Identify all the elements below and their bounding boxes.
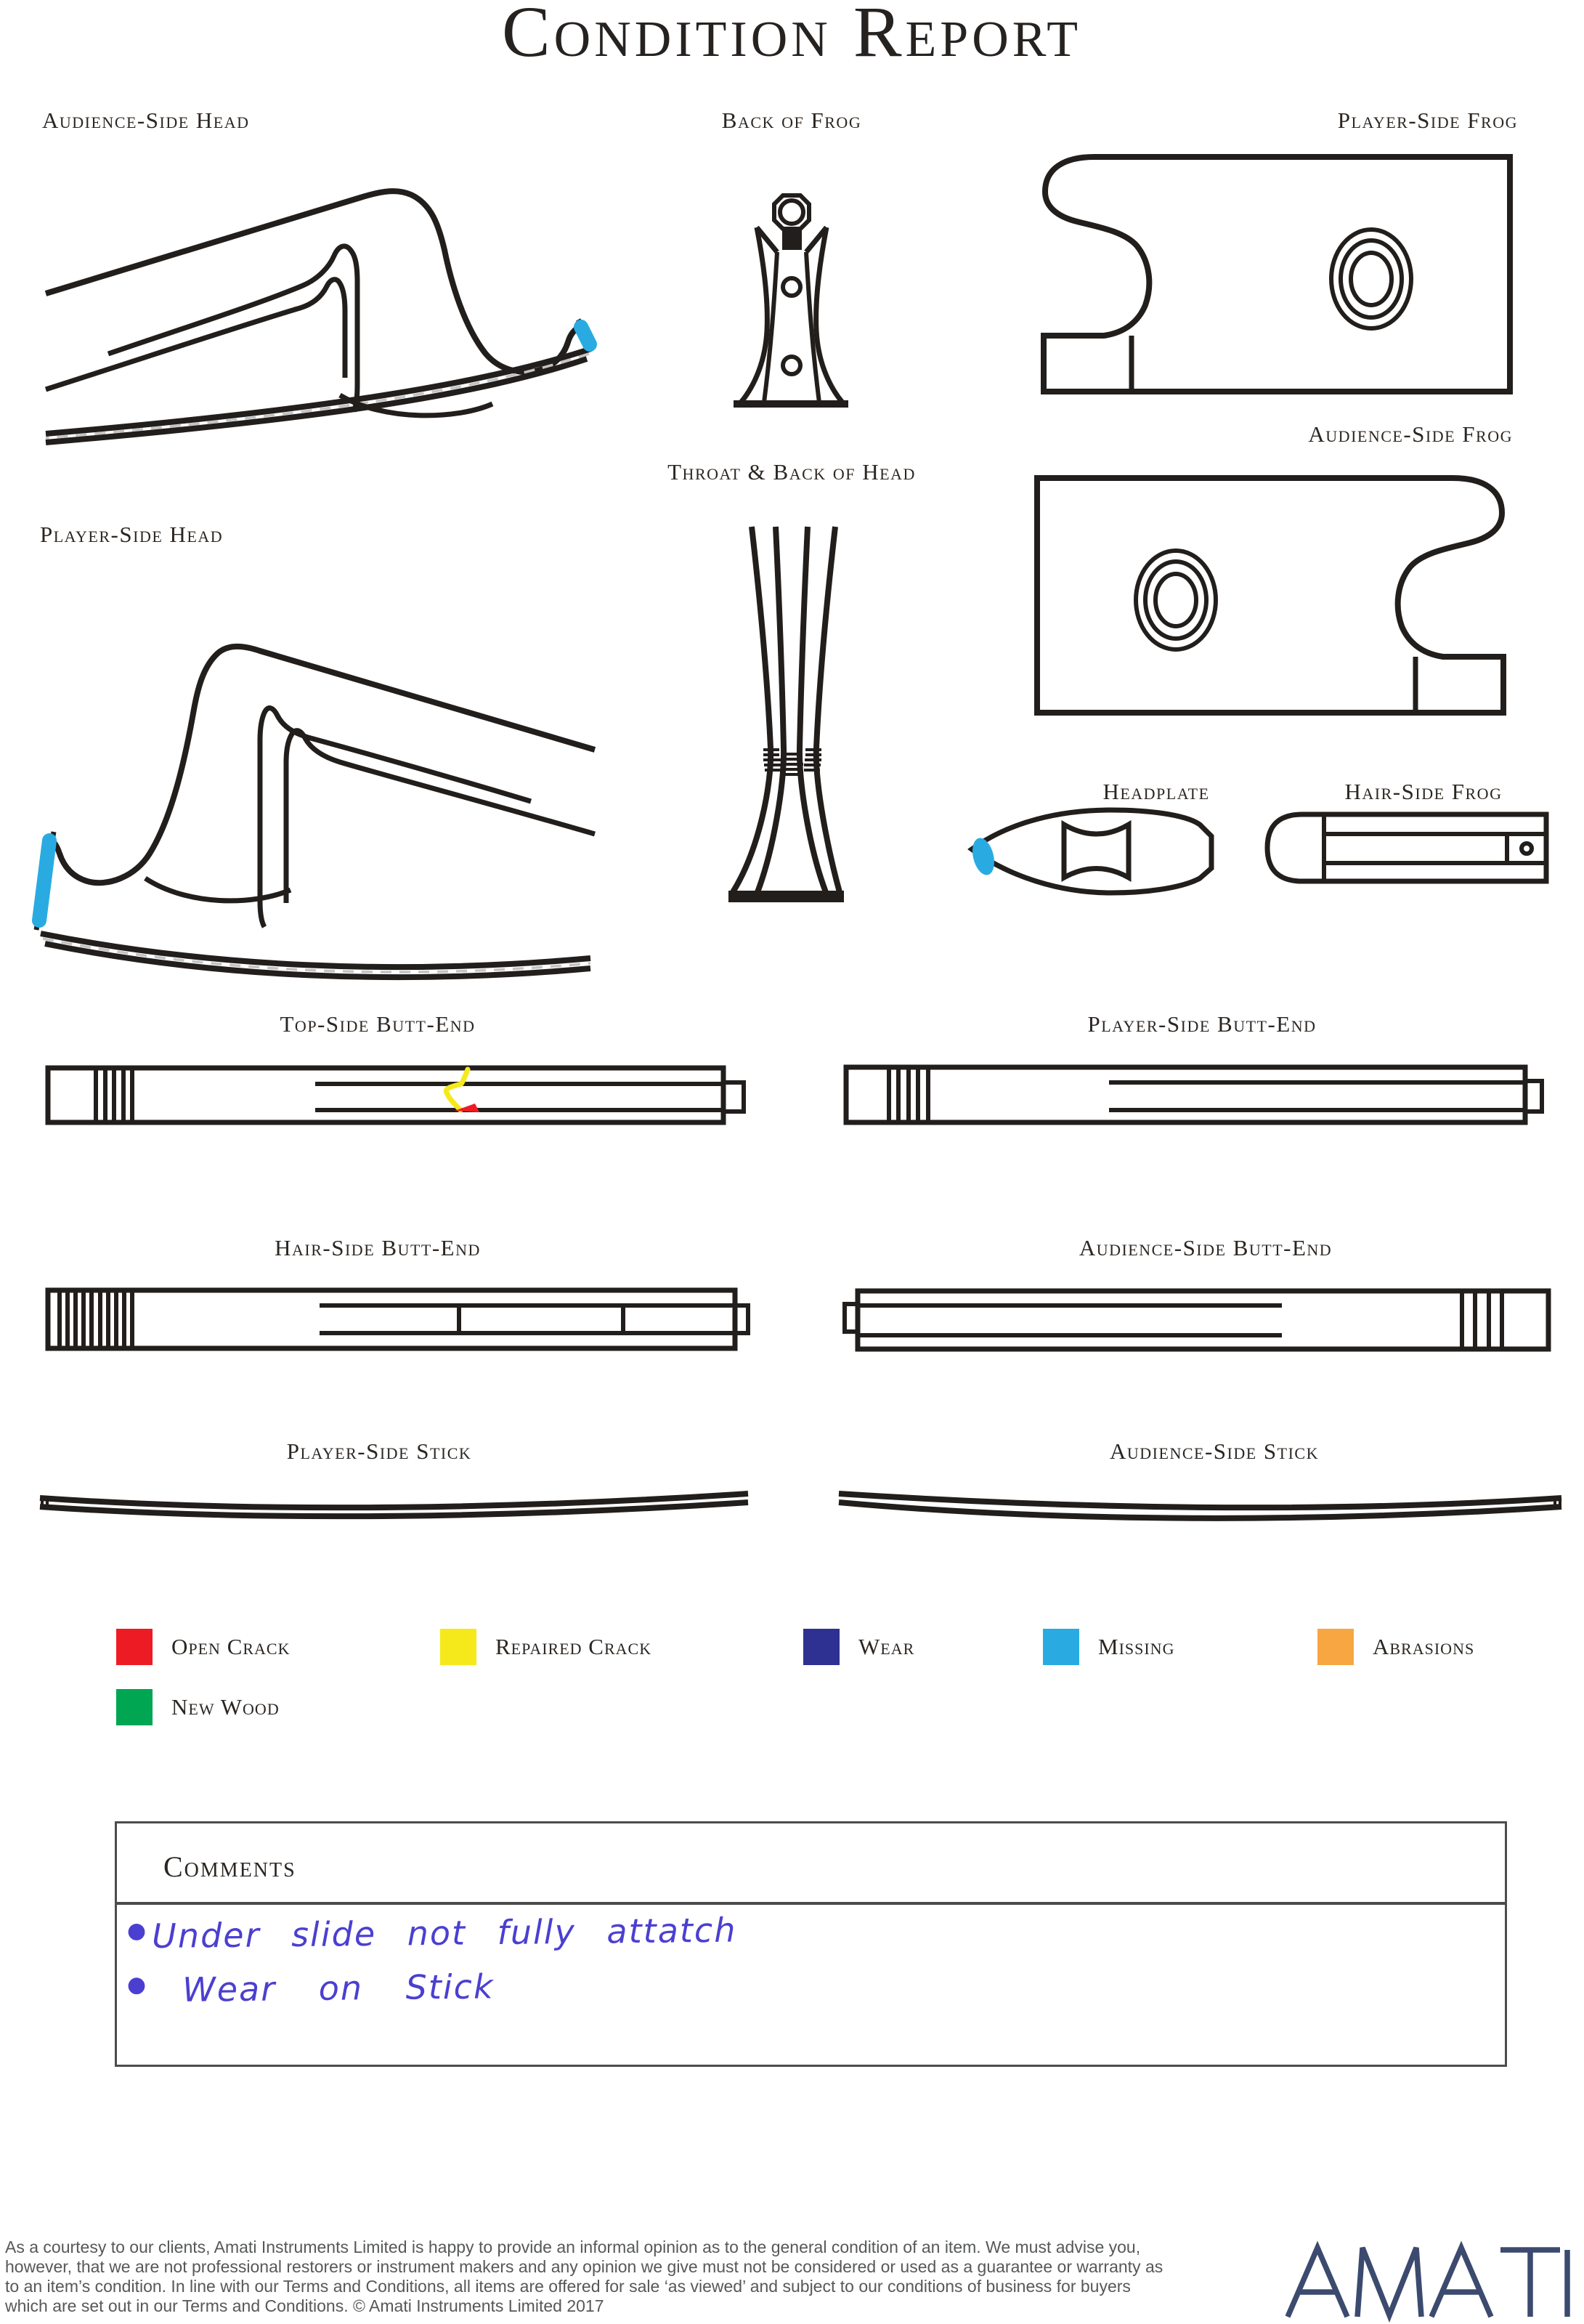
label-back-of-frog: Back of Frog [721, 108, 862, 133]
headplate-outline [972, 810, 1211, 893]
missing-swatch [1043, 1629, 1079, 1665]
disclaimer-text: As a courtesy to our clients, Amati Instruments Limited is happy to provide an informal opinion as to the general condition of an item. We must advise you, however, that we are not professional restorers or instrument makers and any opinion we give must not be considered or used as a guarantee or warranty as to an item’s condition. In line with our Terms and Conditions, all items are offered for sale ‘as viewed’ and subject to our conditions of business for buyers which are set out in our Terms and Conditions. © Amati Instruments Limited 2017 [5, 2238, 1163, 2315]
handwritten-comment: ● Under slide not fully attatch [126, 1910, 737, 1956]
logo-letter-t [1500, 2250, 1560, 2317]
legend-label: Missing [1098, 1634, 1175, 1659]
wear-swatch [803, 1629, 840, 1665]
hair-ribbon-top [41, 934, 590, 967]
bullet-mark: ● [126, 1972, 148, 1998]
label-player-side-frog: Player-Side Frog [1337, 108, 1518, 133]
audience-side-head-drawing [20, 166, 601, 456]
headplate-drawing [966, 803, 1217, 897]
player-side-stick-drawing [18, 1473, 752, 1520]
handwritten-comment: ● Wear on Stick [126, 1967, 495, 2009]
audience-side-butt-end-drawing [841, 1267, 1553, 1351]
legend-item-new-wood [116, 1689, 280, 1725]
label-audience-side-butt-end: Audience-Side Butt-End [1079, 1235, 1333, 1260]
winding-hatch [1462, 1291, 1502, 1349]
eye-outer [1331, 230, 1411, 328]
new-wood-swatch [116, 1689, 153, 1725]
label-player-side-butt-end: Player-Side Butt-End [1087, 1011, 1317, 1037]
throat-line [260, 708, 531, 927]
legend-item-abrasions [1317, 1629, 1474, 1665]
repaired-crack-swatch [440, 1629, 476, 1665]
winding-hatch [60, 1290, 132, 1348]
amati-logo [1286, 2246, 1569, 2318]
missing-mark [39, 841, 49, 920]
base-bar [734, 400, 848, 408]
pin-hole [1522, 843, 1532, 854]
winding-hatch [96, 1068, 132, 1122]
player-side-head-drawing [20, 563, 609, 984]
pin-hole-lower [783, 357, 800, 374]
stick-outline [846, 1067, 1525, 1122]
logo-letter-m [1357, 2248, 1421, 2317]
abrasions-swatch [1317, 1629, 1354, 1665]
label-hair-side-butt-end: Hair-Side Butt-End [275, 1235, 481, 1260]
hair-bulge [145, 878, 291, 901]
throat-back-of-head-drawing [723, 509, 850, 908]
inner-right [800, 527, 826, 892]
bullet-mark: ● [126, 1918, 148, 1944]
stick-upper-line [839, 1494, 1561, 1507]
legend-label: Wear [858, 1634, 915, 1659]
missing-mark [969, 835, 998, 877]
audience-side-frog-drawing [1025, 472, 1512, 719]
hair-side-frog-drawing [1260, 812, 1551, 883]
label-player-side-head: Player-Side Head [40, 522, 224, 547]
left-side [741, 227, 767, 402]
base-bar [728, 891, 844, 902]
eye-inner [1351, 253, 1392, 305]
frog-outline [1037, 478, 1503, 713]
player-side-frog-drawing [1035, 151, 1522, 398]
label-hair-side-frog: Hair-Side Frog [1344, 779, 1503, 804]
legend-label: New Wood [171, 1694, 280, 1720]
repaired-crack-mark [446, 1069, 468, 1110]
stick-outline [48, 1068, 723, 1122]
throat-line-inner [286, 731, 595, 903]
logo-letter-a2 [1431, 2248, 1491, 2317]
page-title: Condition Report [501, 0, 1082, 72]
comments-divider [115, 1902, 1507, 1905]
stick-outline [48, 1290, 735, 1348]
comments-heading: Comments [163, 1850, 296, 1883]
hair-side-butt-end-drawing [44, 1267, 752, 1351]
mortise-window [1064, 825, 1129, 878]
label-audience-side-head: Audience-Side Head [42, 108, 250, 133]
label-top-side-butt-end: Top-Side Butt-End [280, 1011, 476, 1037]
label-player-side-stick: Player-Side Stick [286, 1438, 472, 1464]
legend-item-open-crack [116, 1629, 291, 1665]
logo-letter-a1 [1288, 2248, 1347, 2317]
label-throat-back-of-head: Throat & Back of Head [667, 459, 916, 485]
neck-block [782, 229, 802, 250]
player-side-butt-end-drawing [846, 1045, 1547, 1126]
comments-box [115, 1821, 1507, 2067]
audience-side-stick-drawing [824, 1473, 1572, 1520]
top-side-butt-end-drawing [44, 1045, 748, 1126]
label-audience-side-frog: Audience-Side Frog [1308, 421, 1513, 447]
throat-line-inner [46, 280, 345, 389]
legend-label: Repaired Crack [495, 1634, 652, 1659]
right-side [816, 227, 842, 402]
legend-item-wear [803, 1629, 914, 1665]
pin-hole-upper [783, 278, 800, 296]
stick-upper-line [40, 1494, 748, 1507]
outer-left [733, 527, 771, 892]
head-outline [47, 647, 595, 883]
label-headplate: Headplate [1102, 779, 1210, 804]
open-crack-swatch [116, 1629, 153, 1665]
button-circle [780, 201, 803, 224]
missing-mark [581, 327, 590, 344]
legend-label: Open Crack [171, 1634, 291, 1659]
frog-outline [1044, 157, 1510, 392]
button-cap [723, 1082, 744, 1112]
legend-label: Abrasions [1373, 1634, 1475, 1659]
eye-outer [1136, 551, 1216, 649]
winding-hatch [889, 1067, 928, 1122]
stick-outline [858, 1291, 1548, 1349]
legend-item-missing [1043, 1629, 1174, 1665]
frog-outline [1267, 814, 1546, 881]
legend-item-repaired-crack [440, 1629, 651, 1665]
back-of-frog-drawing [726, 185, 853, 410]
label-audience-side-stick: Audience-Side Stick [1110, 1438, 1319, 1464]
eye-inner [1155, 574, 1196, 626]
outer-right [816, 527, 840, 892]
